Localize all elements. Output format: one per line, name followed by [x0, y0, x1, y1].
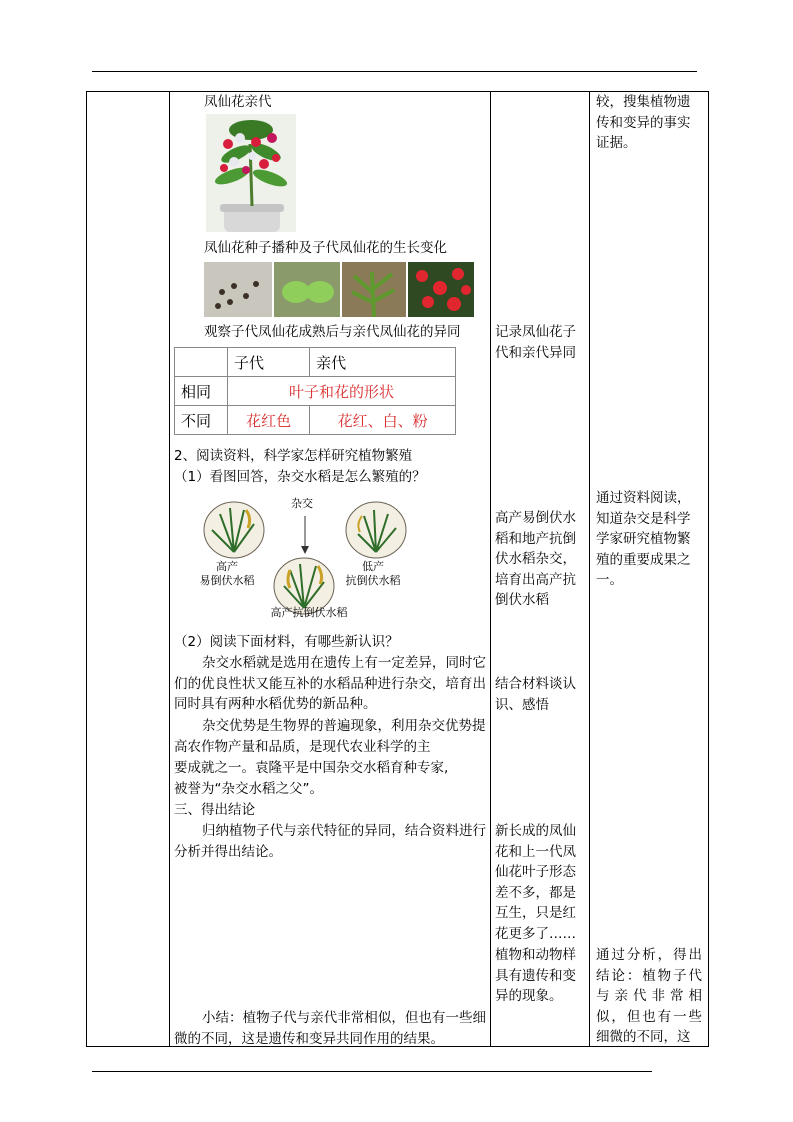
material-para-2b: 要成就之一。袁隆平是中国杂交水稻育种专家,: [174, 760, 449, 776]
growth-label: 凤仙花种子播种及子代凤仙花的生长变化: [204, 240, 447, 256]
diagram-right-label: 低产 抗倒伏水稻: [345, 560, 401, 587]
head-child: 子代: [228, 348, 310, 377]
head-parent: 亲代: [310, 348, 456, 377]
purpose-3: 通过分析，得出结论：植物子代与亲代非常相似，但也有一些细微的不同，这: [596, 947, 702, 1045]
purpose-1: 较，搜集植物遗传和变异的事实证据。: [596, 94, 691, 151]
material-para-2c: 被誉为“杂交水稻之父”。: [174, 781, 323, 797]
summary-text: 小结：植物子代与亲代非常相似，但也有一些细微的不同，这是遗传和变异共同作用的结果。: [174, 1010, 486, 1047]
diff-parent: 花红、白、粉: [310, 406, 456, 435]
column-divider-3: [589, 91, 590, 1047]
same-label: 相同: [175, 377, 228, 406]
section-3-heading: 三、得出结论: [174, 802, 255, 818]
table-corner: [175, 348, 228, 377]
rice-hybrid-diagram: [190, 494, 420, 624]
summary-answer: 植物和动物样具有遗传和变异的现象。: [495, 947, 576, 1004]
hybrid-answer: 高产易倒伏水稻和地产抗倒伏水稻杂交，培育出高产抗倒伏水稻: [495, 510, 576, 608]
observation-text: 新长成的凤仙花和上一代凤仙花叶子形态差不多，都是互生，只是红花更多了……: [495, 823, 576, 942]
diff-child: 花红色: [228, 406, 310, 435]
same-value: 叶子和花的形状: [228, 377, 456, 406]
footer-rule: [92, 1071, 652, 1072]
material-para-1: 杂交水稻就是选用在遗传上有一定差异，同时它们的优良性状又能互补的水稻品种进行杂交，培育出同时具有两种水稻优势的新品种。: [174, 655, 486, 712]
purpose-2: 通过资料阅读，知道杂交是科学学家研究植物繁殖的重要成果之一。: [596, 490, 691, 588]
diagram-bottom-label: 高产抗倒伏水稻: [270, 606, 348, 619]
comparison-table: [174, 347, 456, 435]
column-divider-1: [169, 91, 170, 1047]
parent-label: 凤仙花亲代: [204, 94, 272, 110]
diff-label: 不同: [175, 406, 228, 435]
conclusion-text: 归纳植物子代与亲代特征的异同，结合资料进行分析并得出结论。: [174, 823, 486, 860]
diagram-left-label: 高产 易倒伏水稻: [199, 560, 255, 587]
question-2: （2）阅读下面材料，有哪些新认识？: [174, 634, 399, 650]
parent-plant-photo: [206, 114, 296, 232]
material-task: 结合材料谈认识、感悟: [495, 676, 576, 713]
record-task: 记录凤仙花子代和亲代异同: [495, 324, 576, 361]
header-rule: [92, 71, 697, 72]
column-divider-2: [490, 91, 491, 1047]
item2-heading: 2、阅读资料，科学家怎样研究植物繁殖: [174, 448, 413, 464]
material-para-2a: 杂交优势是生物界的普遍现象，利用杂交优势提高农作物产量和品质，是现代农业科学的主: [174, 718, 486, 755]
question-1: （1）看图回答，杂交水稻是怎么繁殖的？: [174, 469, 426, 485]
diagram-cross-label: 杂交: [291, 497, 313, 510]
observe-label: 观察子代凤仙花成熟后与亲代凤仙花的异同: [204, 324, 461, 340]
growth-photos: [204, 262, 474, 317]
